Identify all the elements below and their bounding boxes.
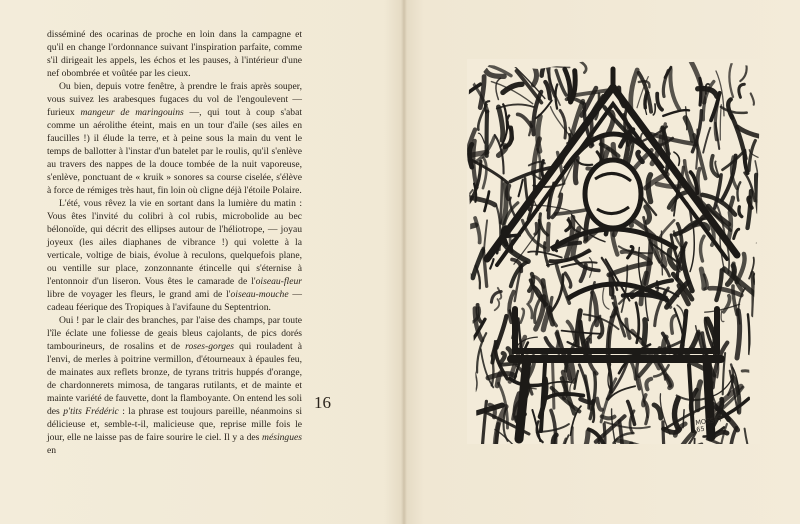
italic-term: oiseau-mouche <box>230 289 289 300</box>
paragraph-4: Oui ! par le clair des branches, par l'aise des champs, par toute l'île éclate une foliesse de geais bleus cajolants, de pics dorés tambourineurs, de rosalins et de roses-gorges qui rouladent à l'envi, de merles à poitrine vermillon, d'étourneaux à épaules feu, de mainates aux reflets bronze, de tyrans tritris huppés d'orange, de chardonnerets mimosa, de tangaras rutilants, et de mainte et mainte variété de fauvette, dont la flamboyante. On entend les soli des p'tits Frédéric : la phrase est toujours pareille, néanmoins si délicieuse et, semble-t-il, malicieuse que, reprise mille fois le jour, elle ne laisse pas de faire sourire le ciel. Il y a des mésingues en <box>47 315 303 456</box>
italic-term: roses-gorges <box>185 341 234 352</box>
brush-stroke <box>729 212 731 239</box>
brush-stroke <box>469 144 471 167</box>
italic-term: oiseau-fleur <box>255 276 302 287</box>
italic-term: p'tits Frédéric <box>63 406 119 417</box>
brush-stroke <box>535 224 537 235</box>
lithograph-illustration <box>467 59 760 444</box>
brush-stroke <box>657 184 682 187</box>
paragraph-1: disséminé des ocarinas de proche en loin dans la campagne et qu'il en change l'ordonnance suivant l'inspiration parfaite, comme s'il dirigeait les appels, les échos et les pauses, à l'intérieur d'une nef obombrée et voûtée par les cieux. <box>47 29 302 79</box>
brush-stroke <box>698 382 701 410</box>
brush-stroke <box>754 274 755 284</box>
brush-stroke <box>501 179 503 223</box>
brush-stroke <box>701 269 704 288</box>
brush-stroke <box>507 186 509 199</box>
central-opening <box>585 160 641 228</box>
brush-stroke <box>644 320 645 344</box>
body-text <box>47 28 302 457</box>
italic-term: mésingues <box>262 432 302 443</box>
brush-stroke <box>548 224 549 251</box>
brush-stroke <box>663 422 665 444</box>
artist-signature: MOSSET 65 <box>694 415 723 434</box>
brush-stroke <box>553 363 554 408</box>
paragraph-2: Ou bien, depuis votre fenêtre, à prendre le frais après souper, vous suivez les arabesques fugaces du vol de l'engoulevent — furieux mangeur de maringouins —, qui tout à coup s'abat comme un aérolithe éteint, mais en un tour d'aile (ses ailes en faucilles !) il élude la terre, et à peine sous la main du vent le temps de ballotter à l'instar d'un batelet par le roulis, qu'il s'enlève au travers des nappes de la douce tombée de la nuit vaporeuse, s'enlève, ponctuant de « kruik » sonores sa course ciselée, s'élève à force de rémiges très haut, fin loin où cligne déjà l'étoile Polaire. <box>47 81 302 196</box>
brush-stroke <box>737 311 740 358</box>
right-page <box>404 0 800 524</box>
italic-term: mangeur de maringouins <box>80 107 184 118</box>
page-number: 16 <box>314 393 331 412</box>
paragraph-3: L'été, vous rêvez la vie en sortant dans la lumière du matin : Vous êtes l'invité du colibri à col rubis, microbolide au bec bélonoïde, qui décrit des ellipses autour de l'héliotrope, — joyau joyeux (les ailes diaphanes de vibrance !) qui volette à la verticale, voltige de biais, évolue à reculons, quelquefois plane, ou ventille sur place, zonzonnante étincelle qui s'éternise à l'entonnoir d'un liseron. Vous êtes le camarade de l'oiseau-fleur libre de voyager les fleurs, le grand ami de l'oiseau-mouche — cadeau féerique des Tropiques à l'avifaune du Septentrion. <box>47 198 302 313</box>
